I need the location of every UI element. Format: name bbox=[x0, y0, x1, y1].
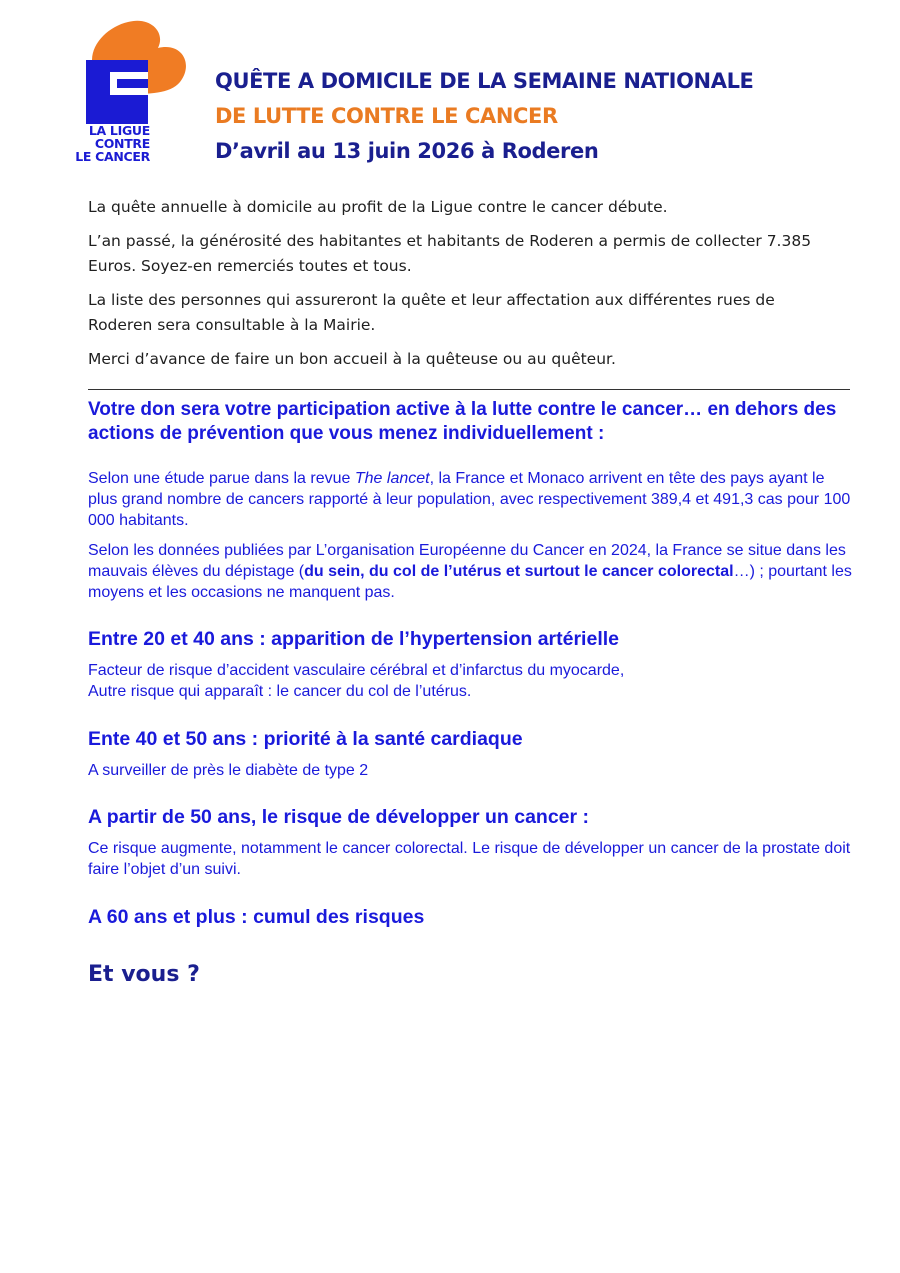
intro-text bbox=[88, 195, 828, 381]
lead-heading: Votre don sera votre participation active à la lutte contre le cancer… en dehors des actions de prévention que vous menez individuellement : bbox=[88, 399, 837, 444]
section-text-40-50: A surveiller de près le diabète de type 2 bbox=[88, 762, 369, 779]
section-title-20-40: Entre 20 et 40 ans : apparition de l’hypertension artérielle bbox=[88, 628, 620, 650]
lancet-paragraph: Selon une étude parue dans la revue The lancet, la France et Monaco arrivent en tête des pays ayant le plus grand nombre de cancers rapporté à leur population, avec respectivement 389,4 et 491,3 cas pour 100 000 habitants. bbox=[88, 470, 851, 529]
title-line-2: DE LUTTE CONTRE LE CANCER bbox=[215, 104, 558, 128]
journal-name: The lancet bbox=[354, 470, 430, 487]
ligue-logo bbox=[70, 20, 190, 168]
intro-paragraph: La quête annuelle à domicile au profit de la Ligue contre le cancer débute. bbox=[88, 198, 668, 216]
title-line-1: QUÊTE A DOMICILE DE LA SEMAINE NATIONALE bbox=[215, 69, 754, 93]
logo-wordmark: LA LIGUE CONTRE LE CANCER bbox=[75, 123, 150, 164]
page-header bbox=[215, 64, 754, 169]
intro-paragraph: Merci d’avance de faire un bon accueil à la quêteuse ou au quêteur. bbox=[88, 350, 616, 368]
intro-paragraph: La liste des personnes qui assureront la quête et leur affectation aux différentes rues de Roderen sera consultable à la Mairie. bbox=[88, 291, 775, 334]
divider bbox=[88, 389, 850, 390]
section-title-50: A partir de 50 ans, le risque de développer un cancer : bbox=[88, 806, 590, 828]
intro-paragraph: L’an passé, la générosité des habitantes et habitants de Roderen a permis de collecter 7.385 Euros. Soyez-en remerciés toutes et tous. bbox=[88, 232, 812, 275]
section-title-60: A 60 ans et plus : cumul des risques bbox=[88, 906, 425, 928]
europe-paragraph: Selon les données publiées par L’organisation Européenne du Cancer en 2024, la France se situe dans les mauvais élèves du dépistage (du sein, du col de l’utérus et surtout le cancer colorectal…) ; pourtant les moyens et les occasions ne manquent pas. bbox=[88, 542, 852, 601]
section-text-20-40: Facteur de risque d’accident vasculaire cérébral et d’infarctus du myocarde, Autre risque qui apparaît : le cancer du col de l’utérus. bbox=[88, 662, 625, 700]
section-text-50: Ce risque augmente, notamment le cancer colorectal. Le risque de développer un cancer de la prostate doit faire l’objet d’un suivi. bbox=[88, 840, 851, 878]
section-title-40-50: Ente 40 et 50 ans : priorité à la santé cardiaque bbox=[88, 728, 523, 750]
screening-list: du sein, du col de l’utérus et surtout le cancer colorectal bbox=[304, 563, 734, 580]
closing-question: Et vous ? bbox=[88, 962, 200, 987]
ligue-heart-icon bbox=[70, 20, 190, 124]
title-dates: D’avril au 13 juin 2026 à Roderen bbox=[215, 139, 599, 163]
